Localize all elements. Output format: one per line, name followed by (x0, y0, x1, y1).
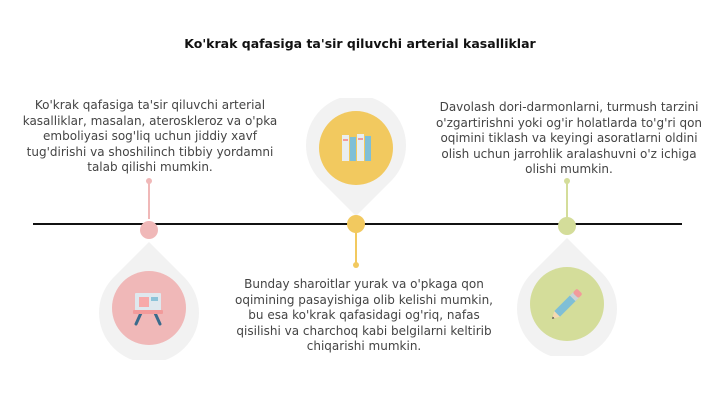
step-1-connector (148, 183, 150, 219)
step-3-timeline-dot (558, 217, 576, 235)
step-3-text: Davolash dori-darmonlarni, turmush tarzini o'zgartirishni yoki og'ir holatlarda to'g'ri qon oqimini tiklash va keyingi asoratlarni oldini olish uchun jarrohlik aralashuvni o'z ichiga olishi mumkin. (435, 100, 703, 176)
step-3-pin (517, 236, 617, 356)
step-1-text: Ko'krak qafasiga ta'sir qiluvchi arterial kasalliklar, masalan, ateroskleroz va o'pka emboliyasi sog'liq uchun jiddiy xavf tug'dirishi va shoshilinch tibbiy yordamni talab qilishi mumkin. (22, 98, 278, 174)
step-3-connector (566, 183, 568, 219)
step-2-connector (355, 230, 357, 264)
diagram-title: Ko'krak qafasiga ta'sir qiluvchi arterial kasalliklar (184, 36, 536, 51)
step-2-text: Bunday sharoitlar yurak va o'pkaga qon oqimining pasayishiga olib kelishi mumkin, bu esa ko'krak qafasidagi og'riq, nafas qisilishi va charchoq kabi belgilarni keltirib chiqarishi mumkin. (235, 277, 493, 353)
step-2-connector-tip (353, 262, 359, 268)
step-2-pin (306, 98, 406, 218)
step-1-pin (99, 240, 199, 360)
step-1-timeline-dot (140, 221, 158, 239)
